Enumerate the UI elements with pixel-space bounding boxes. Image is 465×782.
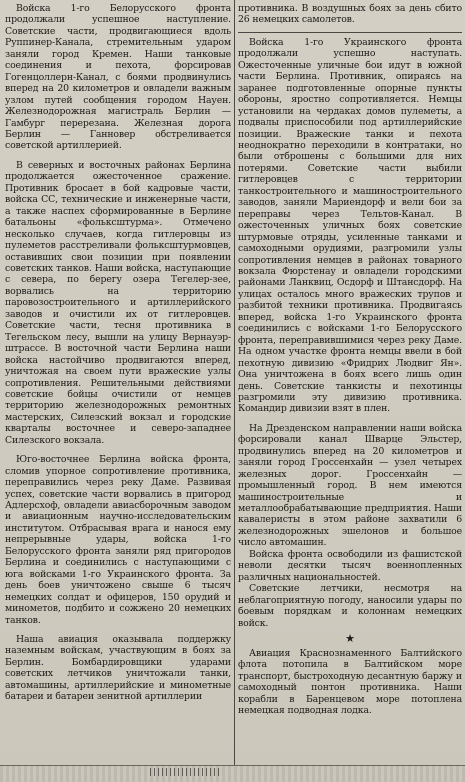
page-bottom-edge (0, 765, 465, 782)
report-dresden-direction: На Дрезденском направлении наши войска форсировали канал Шварце Эльстер, продвинулись вперед на 20 километров и заняли город Гроссенхайн — узел четырех железных дорог. Гроссенхайн — промышленный город. В нем имеются машиностроительные и металлообрабатывающие предприятия. Наши кавалеристы в этом районе захватили 6 железнодорожных эшелонов и большое число автомашин. (238, 422, 462, 549)
report-1st-belorussian-front: Войска 1-го Белорусского фронта продолжали успешное наступление. Советские части, продвигающиеся вдоль Руппинер-Канала, стремительным ударом заняли город Кремен. Наши танковые соединения и пехота, форсировав Гогенцоллерн-Канал, с боями продвинулись вперед на 20 километров и овладели важным узлом путей сообщения городом Науен. Железнодорожная магистраль Берлин — Гамбург перерезана. Железная дорога Берлин — Ганновер обстреливается советской артиллерией. (5, 3, 231, 152)
report-liberated-prisoners: Войска фронта освободили из фашистской неволи десятки тысяч военнопленных различных национальностей. (238, 548, 462, 583)
report-1st-ukrainian-front: Войска 1-го Украинского фронта продолжали успешно наступать. Ожесточенные уличные бои идут в южной части Берлина. Противник, опираясь на заранее подготовленные опорные пункты обороны, яростно сопротивляется. Немцы установили на чердаках домов пулеметы, а подвалы приспособили под артиллерийские позиции. Вражеские танки и пехота неоднократно переходили в контратаки, но были отброшены с большими для них потерями. Советские части выбили гитлеровцев с территории танкостроительного и машиностроительного заводов, заняли Мариендорф и вели бои за переправы через Тельтов-Канал. В ожесточенных уличных боях советские штурмовые отряды, усиленные танками и самоходными орудиями, разгромили узлы сопротивления немцев в районах товарного вокзала Фюрстенау и овладели городскими районами Ланквиц, Осдорф и Штансдорф. На улицах осталось много вражеских трупов и разбитой техники противника. Продвигаясь вперед, войска 1-го Украинского фронта соединились с войсками 1-го Белорусского фронта, переправившимися через реку Даме. На одном участке фронта немцы ввели в бой пехотную дивизию «Фридрих Людвиг Ян». Она уничтожена в боях всего лишь один день. Советские танкисты и пехотинцы разгромили эту дивизию противника. Командир дивизии взят в плен. (238, 36, 462, 415)
column-rule (234, 0, 235, 781)
report-soviet-pilots: Советские летчики, несмотря на неблагоприятную погоду, наносили удары по боевым порядкам и колоннам немецких войск. (238, 583, 462, 629)
section-divider (238, 32, 462, 33)
report-air-battles: противника. В воздушных боях за день сбито 26 немецких самолетов. (238, 3, 462, 26)
print-mark (150, 768, 220, 776)
right-column (238, 3, 462, 717)
report-berlin-north-east: В северных и восточных районах Берлина продолжается ожесточенное сражение. Противник бросает в бой кадровые части, войска СС, технические и инженерные части, а также наспех сформированные в Берлине батальоны «фольксштурма». Отмечено несколько случаев, когда гитлеровцы из пулеметов расстреливали фольксштурмовцев, оставивших свои позиции при появлении советских танков. Наши войска, наступающие с севера, по берегу озера Тегелер-зее, ворвались на территорию паровозостроительного и артиллерийского заводов и очистили их от гитлеровцев. Советские части, тесня противника в Тегельском лесу, вышли на улицу Вернауэр-штрассе. В восточной части Берлина наши войска настойчиво продвигаются вперед, уничтожая на своем пути вражеские узлы сопротивления. Решительными действиями советские бойцы очистили от немцев территорию железнодорожных ремонтных мастерских, Силезский вокзал и городские кварталы восточнее и северо-западнее Силезского вокзала. (5, 159, 231, 446)
star-separator: ★ (345, 632, 355, 646)
report-aviation-support: Наша авиация оказывала поддержку наземным войскам, участвующим в боях за Берлин. Бомбардировщики ударами советских летчиков уничтожали танки, автомашины, артиллерийские и минометные батареи и батареи зенитной артиллерии (5, 634, 231, 703)
left-column (5, 3, 231, 703)
report-baltic-fleet: Авиация Краснознаменного Балтийского флота потопила в Балтийском море транспорт, быстроходную десантную баржу и самоходный понтон противника. Наши корабли в Баренцевом море потоплена немецкая подводная лодка. (238, 648, 462, 717)
report-berlin-south-east: Юго-восточнее Берлина войска фронта, сломив упорное сопротивление противника, переправились через реку Даме. Развивая успех, советские части ворвались в пригород Адлерсхоф, овладели авиасборочным заводом и авиационным научно-исследовательским институтом. Отбрасывая врага и нанося ему непрерывные удары, войска 1-го Белорусского фронта заняли ряд пригородов Берлина и соединились с наступающими с юга войсками 1-го Украинского фронта. За день боев уничтожено свыше 6 тысяч немецких солдат и офицеров, 150 орудий и минометов, подбито и сожжено 20 немецких танков. (5, 454, 231, 626)
